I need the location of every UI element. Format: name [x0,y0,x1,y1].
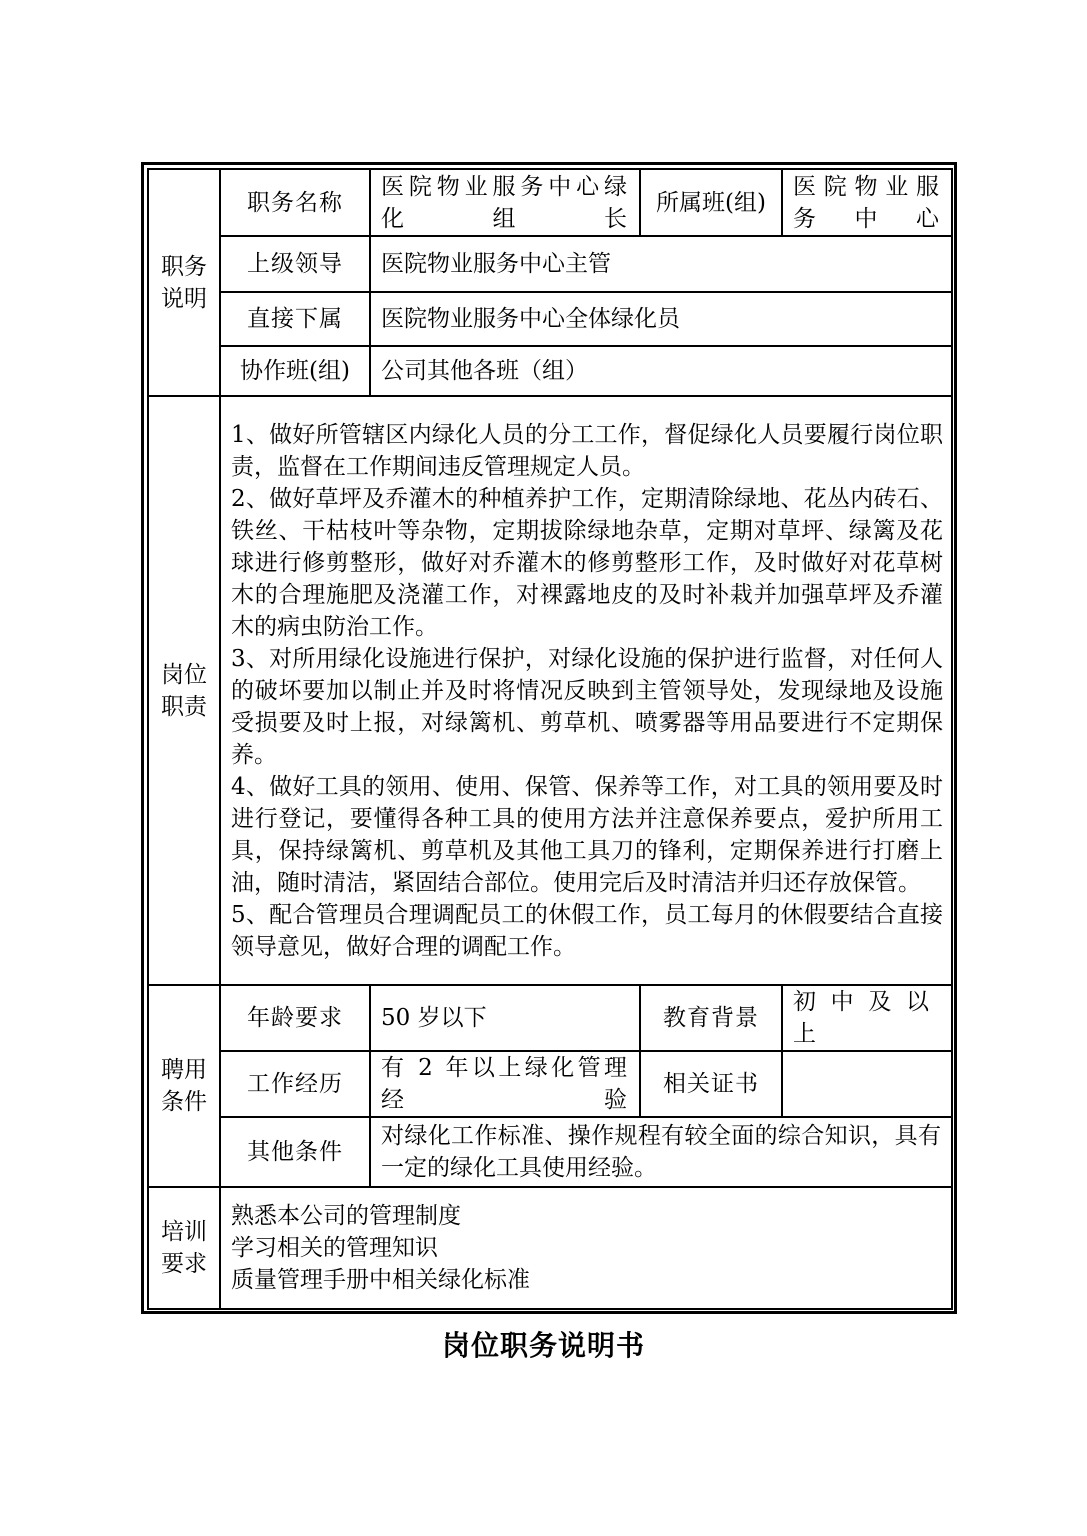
duties-section-label [148,396,220,985]
experience-value: 有 2 年以上绿化管理经验 [370,1051,640,1117]
education-label: 教育背景 [640,985,782,1051]
other-conditions-value: 对绿化工作标准、操作规程有较全面的综合知识，具有一定的绿化工具使用经验。 [370,1117,952,1187]
team-label: 所属班(组) [640,169,782,236]
duty-item: 3、对所用绿化设施进行保护，对绿化设施的保护进行监督，对任何人的破坏要加以制止并及时将情况反映到主管领导处，发现绿地及设施受损要及时上报，对绿篱机、剪草机、喷雾器等用品要进行不定期保养。 [231,645,943,768]
duty-item: 1、做好所管辖区内绿化人员的分工工作，督促绿化人员要履行岗位职责，监督在工作期间违反管理规定人员。 [231,421,943,480]
training-item: 熟悉本公司的管理制度 [231,1203,461,1229]
education-value: 初中及以上 [782,985,952,1051]
training-item: 学习相关的管理知识 [231,1235,438,1261]
coop-team-label: 协作班(组) [220,346,370,396]
other-conditions-label: 其他条件 [220,1117,370,1187]
certificate-value [782,1051,952,1117]
coop-team-value: 公司其他各班（组） [370,346,952,396]
subordinate-value: 医院物业服务中心全体绿化员 [370,292,952,346]
duties-section-text: 岗位 职责 [161,661,207,720]
document-title: 岗位职务说明书 [441,1329,645,1362]
job-title-value: 医院物业服务中心绿化组长 [370,169,640,236]
requirements-section-text: 聘用 条件 [161,1057,207,1115]
duty-item: 5、配合管理员合理调配员工的休假工作，员工每月的休假要结合直接领导意见，做好合理的调配工作。 [231,901,943,960]
job-info-section-label [148,169,220,396]
training-item: 质量管理手册中相关绿化标准 [231,1267,530,1293]
age-value: 50 岁以下 [370,985,640,1051]
subordinate-label: 直接下属 [220,292,370,346]
experience-label: 工作经历 [220,1051,370,1117]
training-content [220,1187,952,1309]
duties-content [220,396,952,985]
superior-label: 上级领导 [220,236,370,292]
training-section-text: 培训 要求 [161,1219,207,1277]
job-title-label: 职务名称 [220,169,370,236]
job-description-table-frame [141,162,957,1314]
training-section-label [148,1187,220,1309]
superior-value: 医院物业服务中心主管 [370,236,952,292]
duty-item: 4、做好工具的领用、使用、保管、保养等工作，对工具的领用要及时进行登记，要懂得各种工具的使用方法并注意保养要点，爱护所用工具，保持绿篱机、剪草机及其他工具刀的锋利，定期保养进行打磨上油，随时清洁，紧固结合部位。使用完后及时清洁并归还存放保管。 [231,773,943,896]
certificate-label: 相关证书 [640,1051,782,1117]
age-label: 年龄要求 [220,985,370,1051]
job-description-table [147,168,953,1310]
duty-item: 2、做好草坪及乔灌木的种植养护工作，定期清除绿地、花丛内砖石、铁丝、干枯枝叶等杂物，定期拔除绿地杂草，定期对草坪、绿篱及花球进行修剪整形，做好对乔灌木的修剪整形工作，及时做好对花草树木的合理施肥及浇灌工作，对裸露地皮的及时补栽并加强草坪及乔灌木的病虫防治工作。 [231,485,943,640]
team-value: 医院物业服务中心 [782,169,952,236]
job-info-section-text: 职务 说明 [161,253,207,312]
requirements-section-label [148,985,220,1187]
